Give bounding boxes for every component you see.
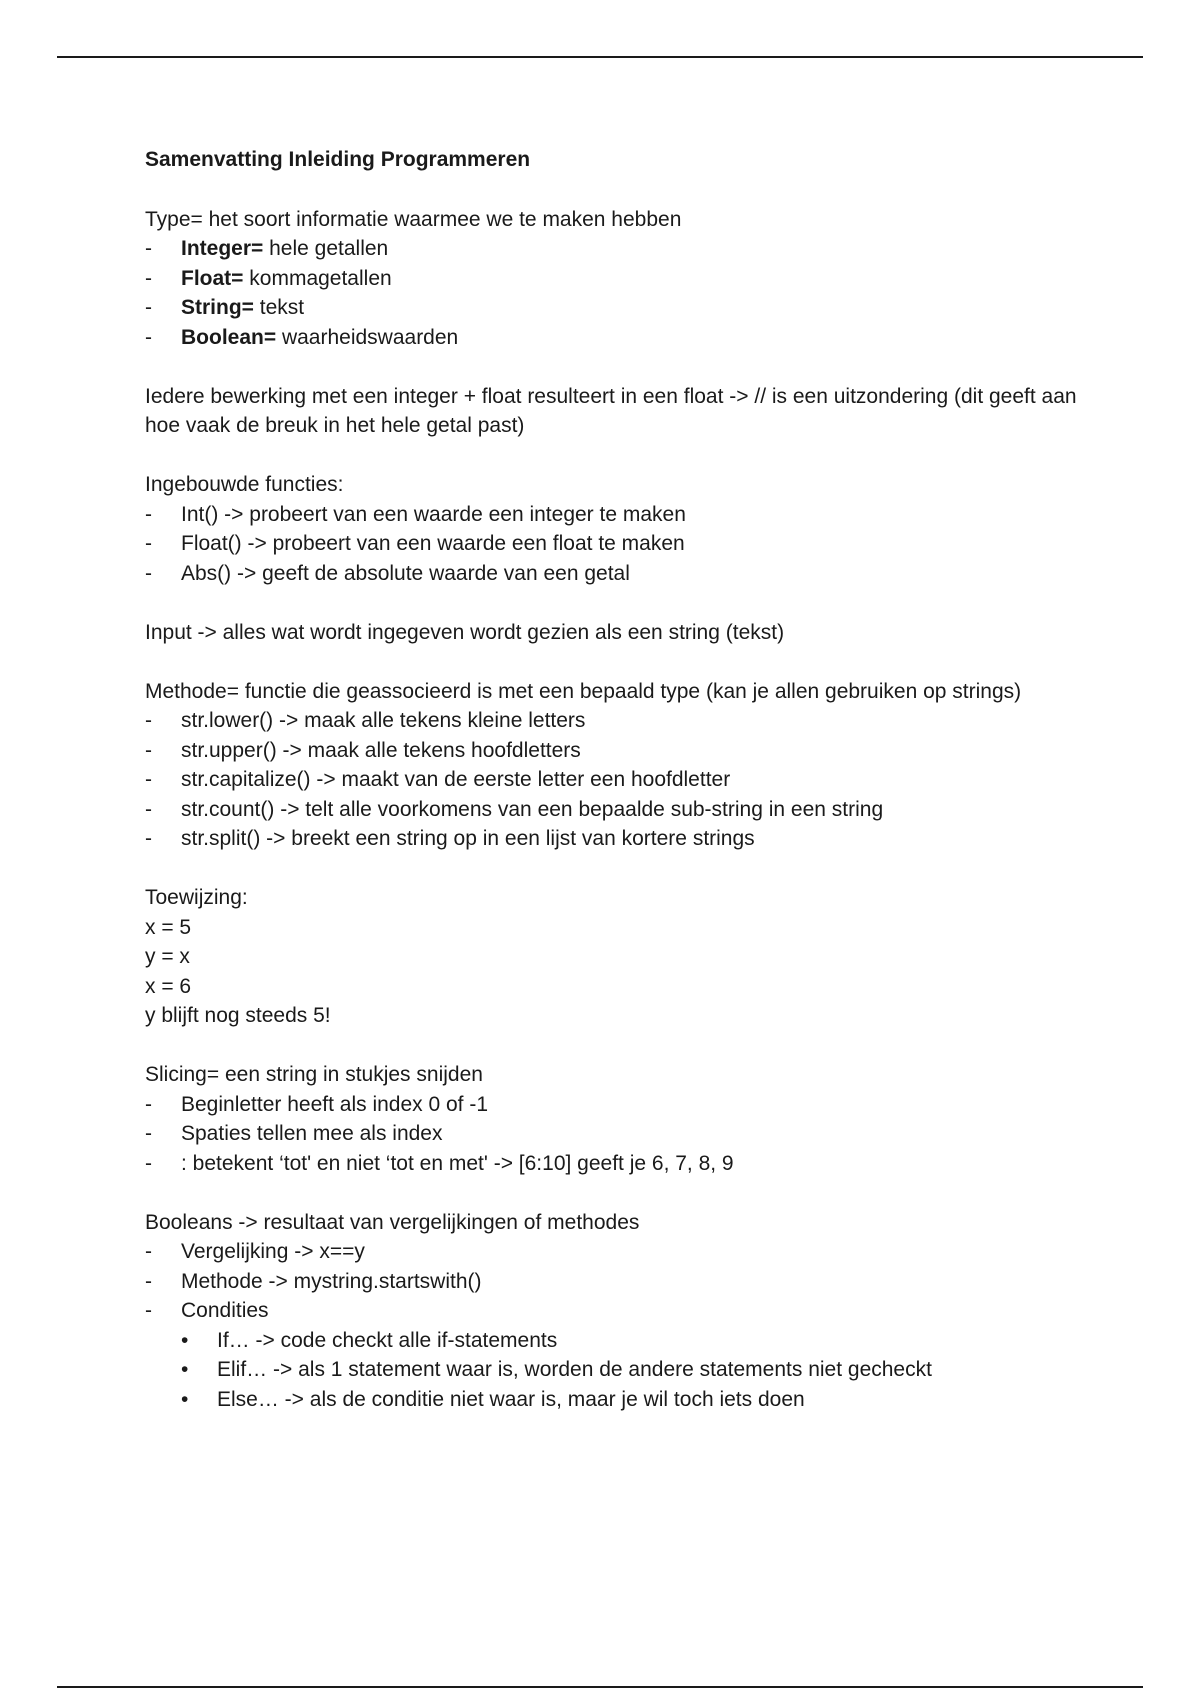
list-item: - Beginletter heeft als index 0 of -1 [145,1090,1085,1120]
list-item: - Float() -> probeert van een waarde een float te maken [145,529,1085,559]
header-rule [57,56,1143,58]
toewijzing-line: x = 6 [145,974,192,998]
list-item: - str.count() -> telt alle voorkomens van een bepaalde sub-string in een string [145,795,1085,825]
toewijzing-line: y = x [145,945,190,968]
toewijzing-line: y blijft nog steeds 5! [145,1004,331,1027]
list-item: - Vergelijking -> x==y [145,1237,1085,1267]
list-item: - str.capitalize() -> maakt van de eerste letter een hoofdletter [145,765,1085,795]
slicing-intro: Slicing= een string in stukjes snijden [145,1063,483,1086]
functies-list [145,500,1085,589]
footer-rule [57,1686,1143,1688]
toewijzing-line: x = 5 [145,915,192,939]
list-item: - Boolean= waarheidswaarden [145,323,1085,353]
functies-intro: Ingebouwde functies: [145,473,344,496]
list-item: - Spaties tellen mee als index [145,1119,1085,1149]
booleans-intro: Booleans -> resultaat van vergelijkingen of methodes [145,1210,640,1234]
list-item: - Methode -> mystring.startswith() [145,1267,1085,1297]
types-intro: Type= het soort informatie waarmee we te maken hebben [145,207,682,231]
types-list [145,234,1085,352]
methode-intro: Methode= functie die geassocieerd is met een bepaald type (kan je allen gebruiken op strings) [145,679,1022,703]
list-item: - Abs() -> geeft de absolute waarde van een getal [145,559,1085,589]
list-item: • If… -> code checkt alle if-statements [217,1326,1085,1356]
list-item: - Integer= hele getallen [145,234,1085,264]
list-item: - Int() -> probeert van een waarde een integer te maken [145,500,1085,530]
list-item: - str.upper() -> maak alle tekens hoofdletters [145,736,1085,766]
list-item: - : betekent ‘tot' en niet ‘tot en met' -> [6:10] geeft je 6, 7, 8, 9 [145,1149,1085,1179]
list-item: • Elif… -> als 1 statement waar is, worden de andere statements niet gecheckt [217,1355,1085,1385]
list-item: - Float= kommagetallen [145,264,1085,294]
list-item: - str.lower() -> maak alle tekens kleine letters [145,706,1085,736]
list-item: • Else… -> als de conditie niet waar is, maar je wil toch iets doen [217,1385,1085,1415]
list-item: - String= tekst [145,293,1085,323]
toewijzing-intro: Toewijzing: [145,886,248,909]
document-title: Samenvatting Inleiding Programmeren [145,148,531,171]
booleans-list [145,1237,1085,1326]
list-item: - str.split() -> breekt een string op in een lijst van kortere strings [145,824,1085,854]
condities-list [145,1326,1085,1415]
slicing-list [145,1090,1085,1179]
document-body [145,145,1085,1414]
input-paragraph: Input -> alles wat wordt ingegeven wordt gezien als een string (tekst) [145,620,785,644]
list-item: - Condities [145,1296,1085,1326]
methode-list [145,706,1085,854]
bewerking-paragraph: Iedere bewerking met een integer + float resulteert in een float -> // is een uitzondering (dit geeft aan hoe vaak de breuk in het hele getal past) [145,384,1077,437]
